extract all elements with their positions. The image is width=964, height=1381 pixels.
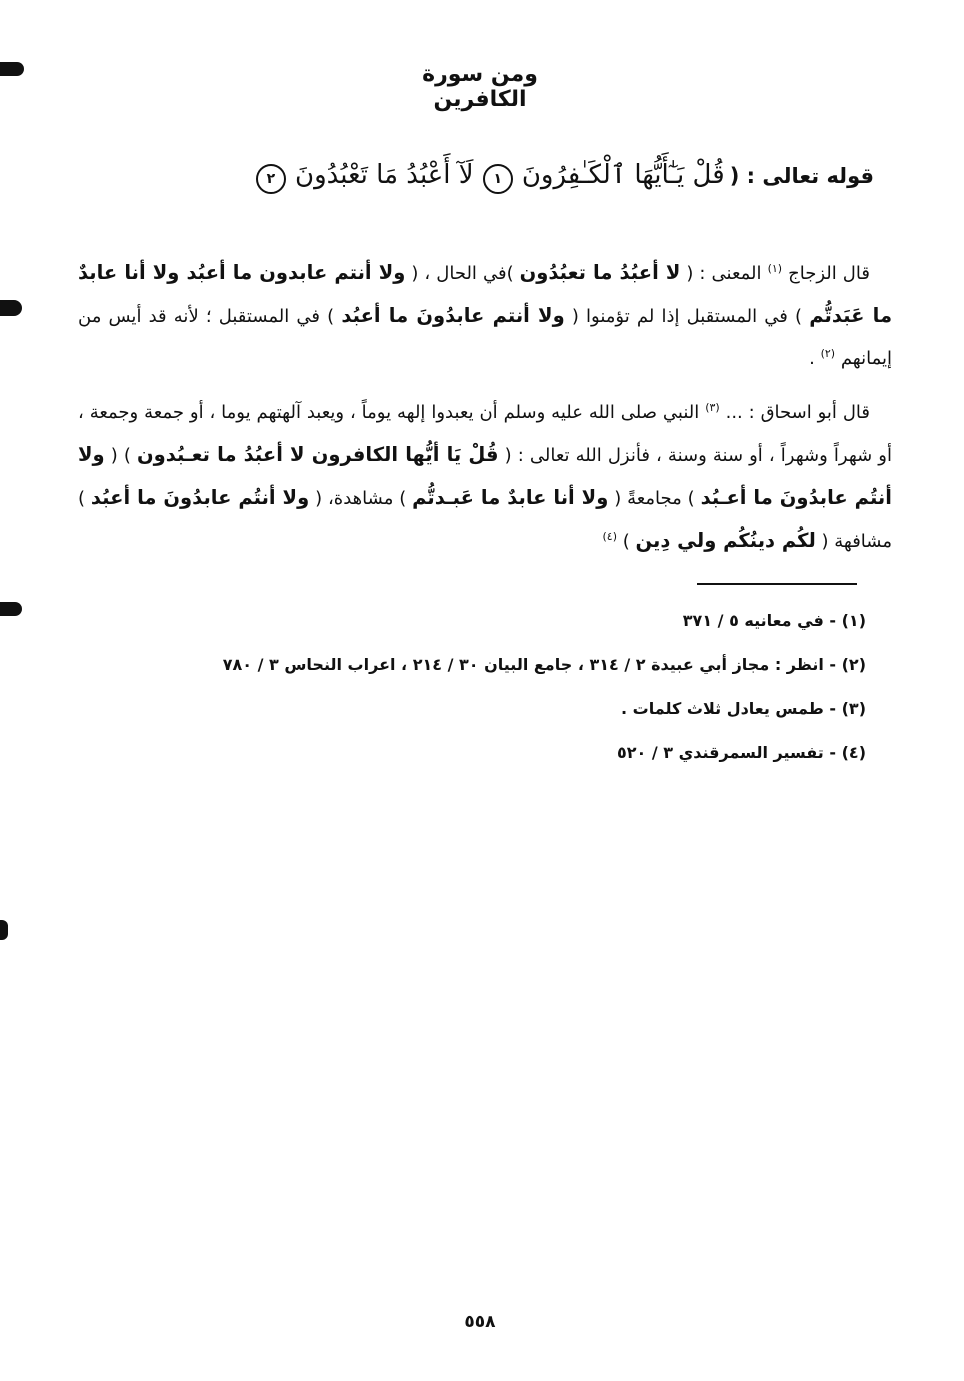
page-number: ٥٥٨ [464,1312,496,1332]
footnote-text: - تفسير السمرقندي ٣ / ٥٢٠ [616,743,837,762]
text-span: قال أبو اسحاق : ... [725,402,870,423]
quran-quote: ولا أنتُم عابدُونَ ما أعـبُد [78,443,892,509]
footnote-number: (٤) [841,743,866,762]
text-span: ) ( [110,445,131,466]
text-span: النبي صلى الله عليه وسلم أن يعبدوا إلهه يوماً ، ويعبد آلهتهم يوما ، أو جمعة وجمعة ، أو شهراً وشهراً ، أو سنة وسنة ، فأنزل الله تعالى : ( [78,402,892,466]
footnote-number: (٢) [841,655,866,674]
footnote-item [150,691,866,735]
footnote-ref: (١) [767,262,783,275]
text-span: . [809,348,815,369]
quran-quote: قُلْ يَا أيُّها الكافرون لا أعبُدُ ما تعـبُدون [136,443,499,466]
text-span: ) في المستقبل ؛ لأنه قد أيس من إيمانهم [78,306,892,369]
quran-quote: ولا أنتم عابدون ما أعبُد ولا أنا عابدٌ ما عَبَدتُّم [78,261,893,327]
text-span: ) [622,531,630,552]
binding-hole-mark [0,62,24,76]
quran-quote: لكُم دينُكُم ولي دِين [635,529,816,552]
quran-quote: ولا أنتم عابدُونَ ما أعبُد [341,304,565,327]
footnote-text: - في معانيه ٥ / ٣٧١ [682,611,837,630]
binding-hole-mark [0,300,22,316]
text-span: ) مشافهة ( [78,488,892,552]
footnote-ref: (٤) [602,530,617,543]
verse-intro: قوله تعالى : ( [729,164,874,188]
footnote-number: (٣) [841,699,866,718]
text-span: المعنى : ( [686,263,762,284]
footnote-item [150,735,866,779]
text-span: ) مجامعةً ( [614,488,695,509]
text-span: ) في المستقبل إذا لم تؤمنوا ( [571,306,803,327]
ayah-number-marker: ١ [483,164,513,194]
quran-quote: لا أعبُدُ ما تعبُدُون [519,261,681,284]
binding-hole-mark [0,602,22,616]
text-span: قال الزجاج [788,263,870,284]
commentary-paragraph-1 [78,252,892,380]
quran-quote: ولا أنا عابدٌ ما عَبـدتُّم [412,486,609,509]
footnote-text: - انظر : مجاز أبي عبيدة ٢ / ٣١٤ ، جامع البيان ٣٠ / ٢١٤ ، اعراب النحاس ٣ / ٧٨٠ [222,655,837,674]
binding-hole-mark [0,920,8,940]
footnotes-list [150,603,866,779]
text-span: ) مشاهدة، ( [315,488,407,509]
quran-verse-line [266,160,874,194]
footnote-ref: (٢) [820,347,836,360]
footnote-item [150,647,866,691]
commentary-paragraph-2 [78,392,892,563]
quran-quote: ولا أنتُم عابدُونَ ما أعبُد [90,486,310,509]
verse-text-1: قُلْ يَـٰٓأَيُّهَا ٱلْكَـٰفِرُونَ [521,160,725,190]
footnote-item [150,603,866,647]
footnote-separator-rule [697,583,857,585]
footnote-ref: (٣) [705,401,720,414]
verse-text-2: لَآ أَعْبُدُ مَا تَعْبُدُونَ [295,160,474,190]
text-span: )في الحال ، ( [411,263,514,284]
ayah-number-marker: ٢ [256,164,286,194]
footnote-text: - طمس يعادل ثلاث كلمات . [621,699,837,718]
page-header-title: ومن سورة الكافرين [422,62,538,112]
footnote-number: (١) [841,611,866,630]
